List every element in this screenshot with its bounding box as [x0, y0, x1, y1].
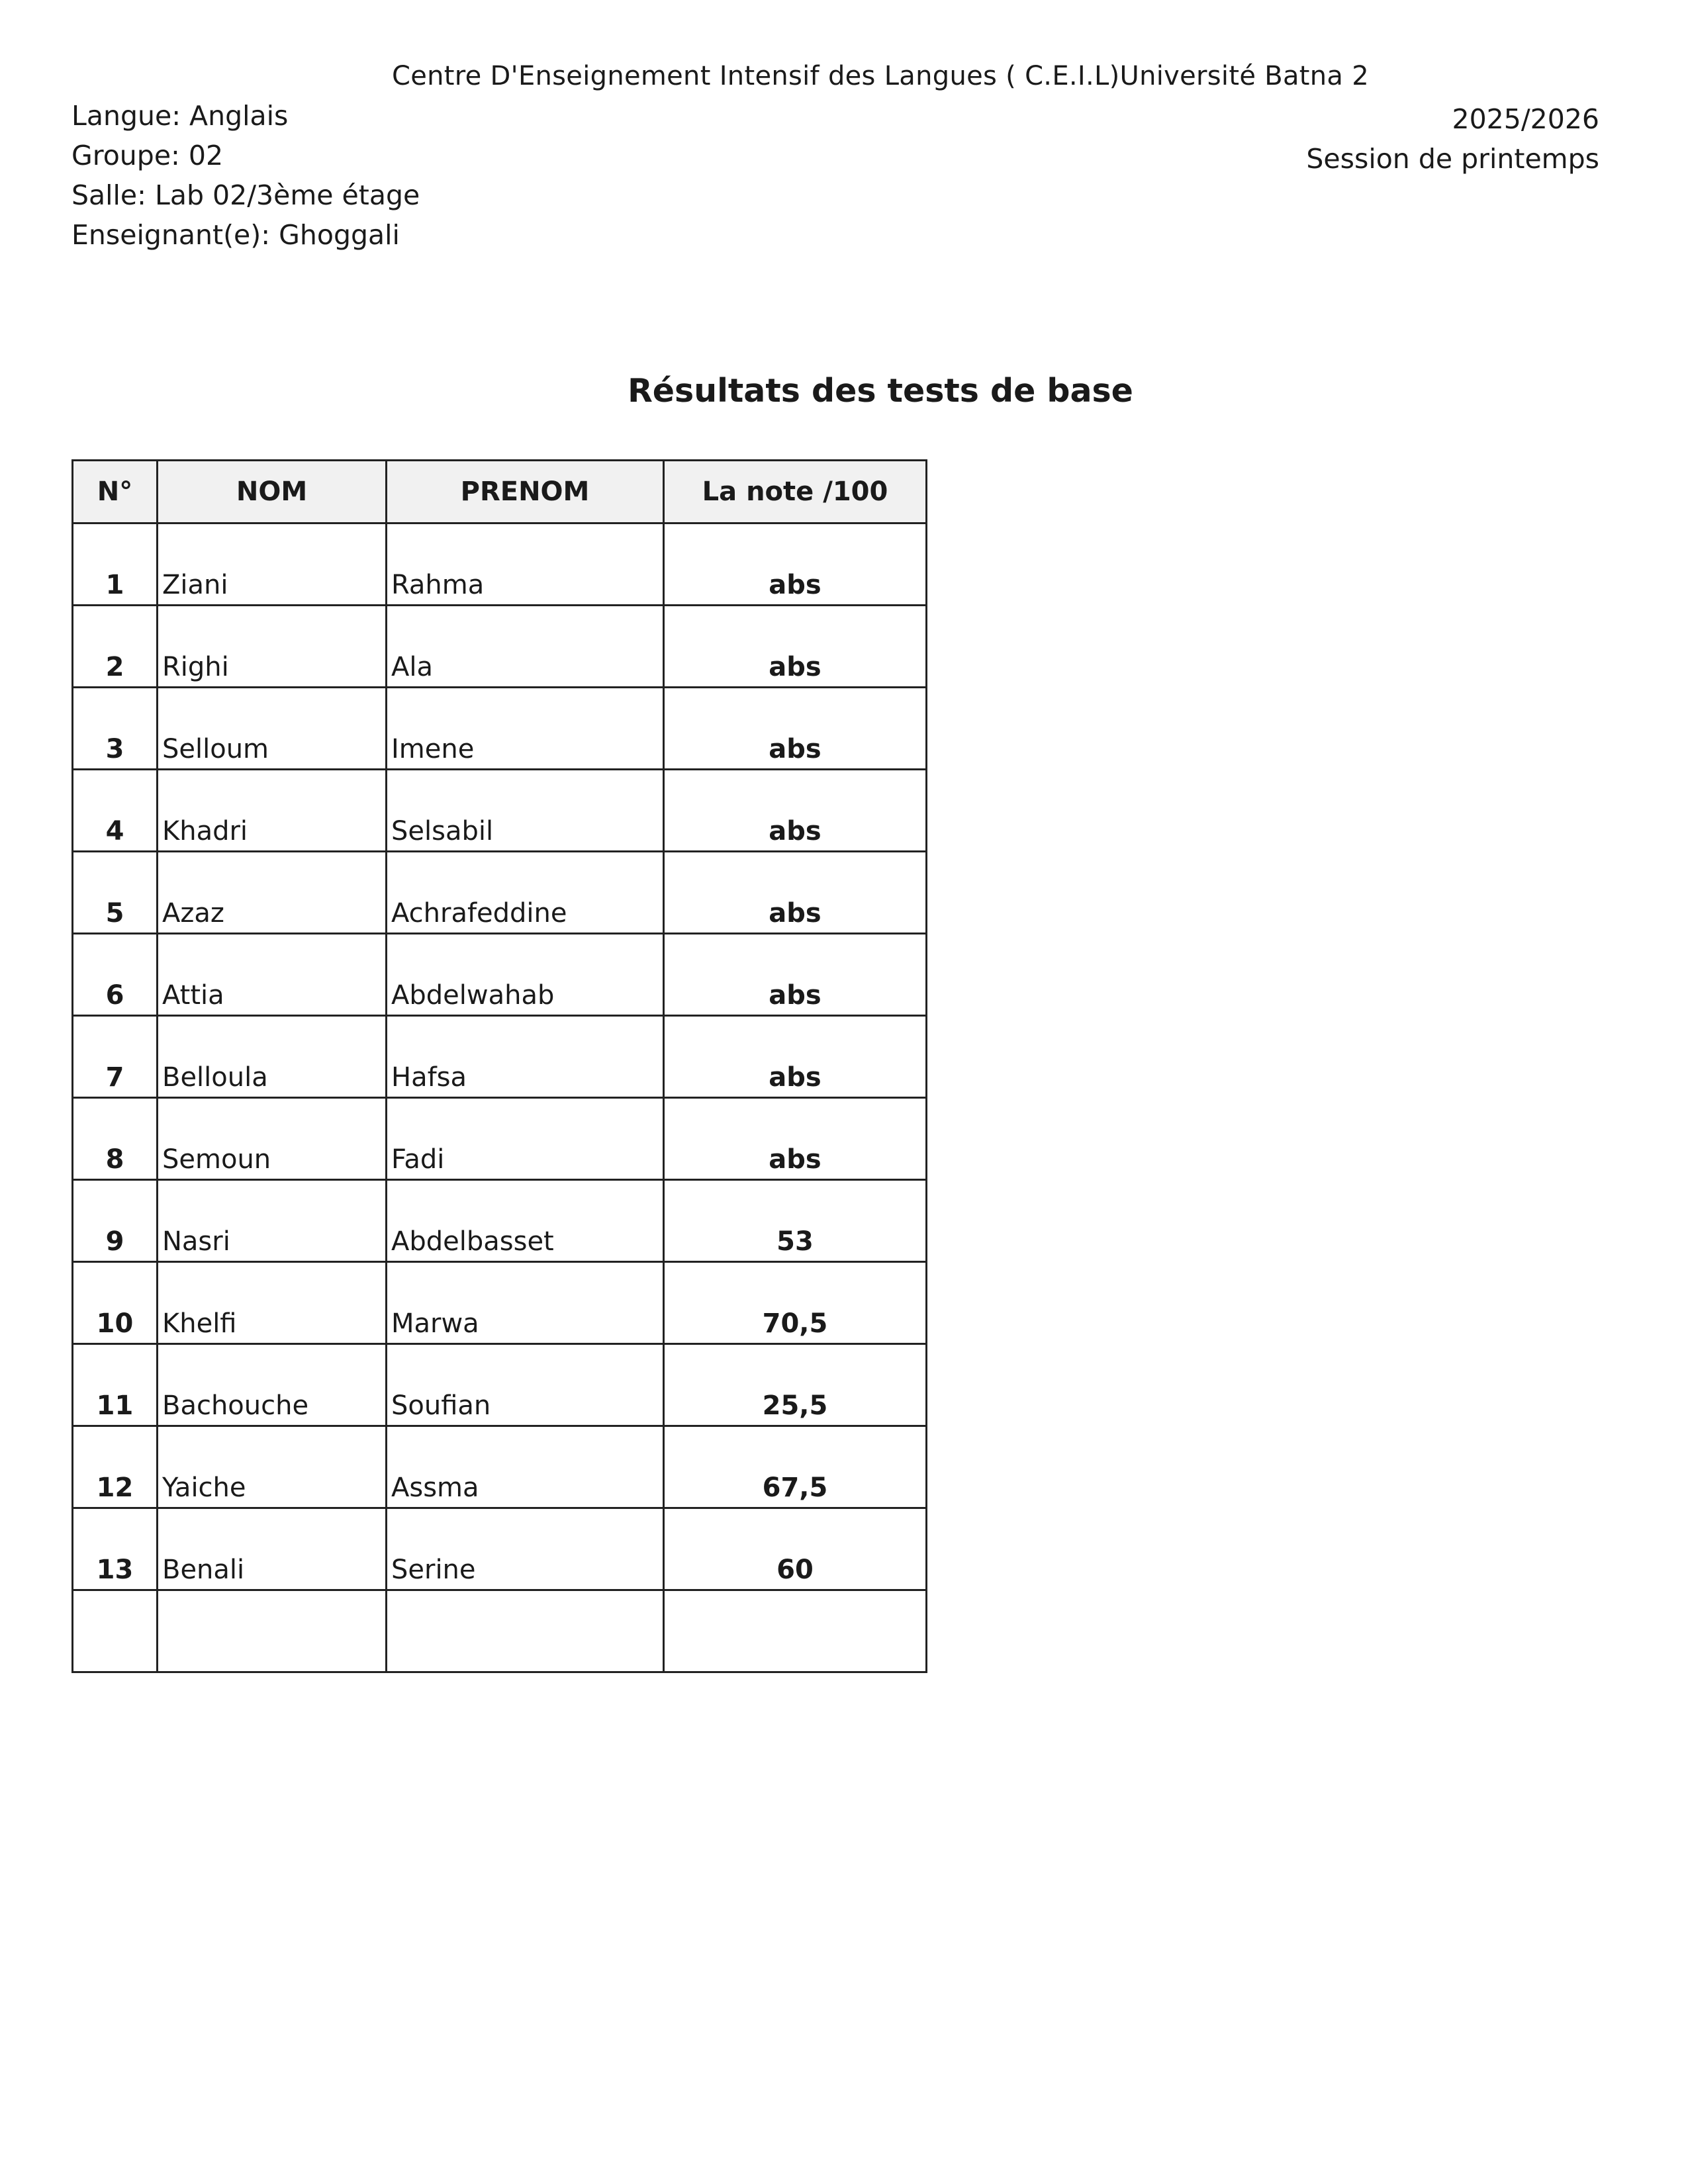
table-header-row: [73, 461, 927, 523]
row-note: abs: [664, 523, 927, 606]
row-number: 4: [73, 770, 158, 852]
row-prenom: Assma: [387, 1426, 664, 1508]
row-note: abs: [664, 934, 927, 1016]
row-number: 7: [73, 1016, 158, 1098]
course-info: [71, 96, 420, 255]
groupe-label: Groupe: 02: [71, 140, 224, 171]
langue-label: Langue: Anglais: [71, 100, 289, 132]
row-nom: Khadri: [158, 770, 387, 852]
row-number: 2: [73, 606, 158, 688]
row-prenom: Achrafeddine: [387, 852, 664, 934]
row-nom: Bachouche: [158, 1344, 387, 1426]
row-note: abs: [664, 606, 927, 688]
row-prenom: Serine: [387, 1508, 664, 1590]
row-note: 67,5: [664, 1426, 927, 1508]
salle-label: Salle: Lab 02/3ème étage: [71, 179, 420, 211]
table-row: [73, 852, 927, 934]
document-title: Résultats des tests de base: [628, 372, 1133, 410]
row-note: 60: [664, 1508, 927, 1590]
enseignant-label: Enseignant(e): Ghoggali: [71, 219, 400, 251]
table-row: [73, 934, 927, 1016]
row-note: abs: [664, 1016, 927, 1098]
row-prenom: Imene: [387, 688, 664, 770]
row-prenom: Abdelbasset: [387, 1180, 664, 1262]
row-number: 8: [73, 1098, 158, 1180]
table-row: [73, 1016, 927, 1098]
row-prenom: Rahma: [387, 523, 664, 606]
row-nom: Benali: [158, 1508, 387, 1590]
row-note: abs: [664, 852, 927, 934]
column-header-nom: NOM: [158, 461, 387, 523]
row-prenom: Soufian: [387, 1344, 664, 1426]
column-header-prenom: PRENOM: [387, 461, 664, 523]
table-row: [73, 770, 927, 852]
table-row: [73, 1262, 927, 1344]
table-row: [73, 1426, 927, 1508]
empty-cell: [158, 1590, 387, 1672]
row-number: 13: [73, 1508, 158, 1590]
row-prenom: Abdelwahab: [387, 934, 664, 1016]
row-nom: Righi: [158, 606, 387, 688]
session-info: [1306, 99, 1599, 179]
table-row: [73, 688, 927, 770]
row-number: 11: [73, 1344, 158, 1426]
row-number: 3: [73, 688, 158, 770]
session-name: Session de printemps: [1306, 143, 1599, 175]
row-prenom: Marwa: [387, 1262, 664, 1344]
row-note: abs: [664, 1098, 927, 1180]
row-nom: Semoun: [158, 1098, 387, 1180]
row-note: 53: [664, 1180, 927, 1262]
row-number: 9: [73, 1180, 158, 1262]
empty-cell: [664, 1590, 927, 1672]
row-number: 12: [73, 1426, 158, 1508]
row-nom: Belloula: [158, 1016, 387, 1098]
column-header-note: La note /100: [664, 461, 927, 523]
row-nom: Ziani: [158, 523, 387, 606]
empty-cell: [73, 1590, 158, 1672]
row-note: abs: [664, 688, 927, 770]
row-nom: Selloum: [158, 688, 387, 770]
academic-year: 2025/2026: [1452, 103, 1599, 135]
row-number: 6: [73, 934, 158, 1016]
row-nom: Azaz: [158, 852, 387, 934]
row-number: 1: [73, 523, 158, 606]
row-prenom: Fadi: [387, 1098, 664, 1180]
table-row: [73, 1180, 927, 1262]
table-row: [73, 1508, 927, 1590]
row-prenom: Selsabil: [387, 770, 664, 852]
empty-table-row: [73, 1590, 927, 1672]
institution-name: Centre D'Enseignement Intensif des Langues ( C.E.I.L)Université Batna 2: [391, 61, 1370, 91]
row-nom: Yaiche: [158, 1426, 387, 1508]
row-note: 70,5: [664, 1262, 927, 1344]
row-number: 10: [73, 1262, 158, 1344]
results-table: [71, 459, 927, 1673]
row-prenom: Ala: [387, 606, 664, 688]
row-nom: Nasri: [158, 1180, 387, 1262]
table-row: [73, 606, 927, 688]
row-nom: Attia: [158, 934, 387, 1016]
table-row: [73, 523, 927, 606]
row-note: 25,5: [664, 1344, 927, 1426]
table-row: [73, 1098, 927, 1180]
empty-cell: [387, 1590, 664, 1672]
row-note: abs: [664, 770, 927, 852]
row-prenom: Hafsa: [387, 1016, 664, 1098]
row-number: 5: [73, 852, 158, 934]
column-header-num: N°: [73, 461, 158, 523]
row-nom: Khelfi: [158, 1262, 387, 1344]
table-row: [73, 1344, 927, 1426]
